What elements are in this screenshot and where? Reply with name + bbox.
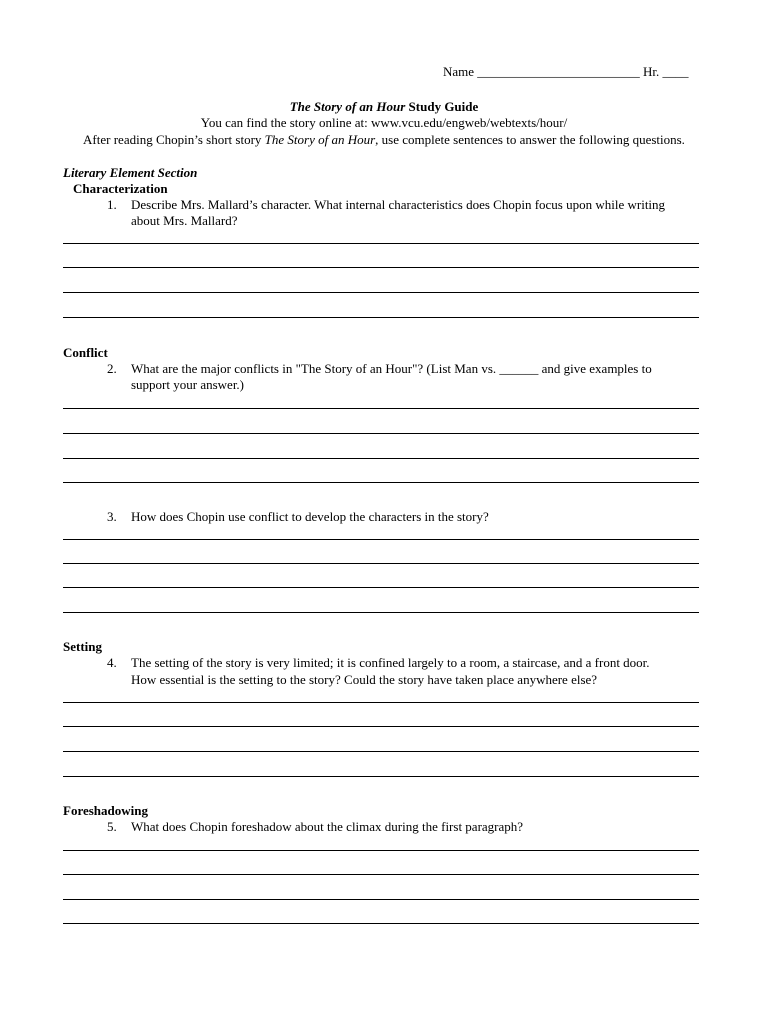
foreshadowing-heading: Foreshadowing — [63, 803, 148, 818]
setting-heading: Setting — [63, 639, 102, 654]
reading-prefix: After reading Chopin’s short story — [83, 132, 265, 147]
name-blank: _________________________ — [477, 64, 640, 79]
hr-blank: ____ — [662, 64, 689, 79]
title-story-name: The Story of an Hour — [289, 99, 406, 114]
question-1-line-1: Describe Mrs. Mallard’s character. What internal characteristics does Chopin focus upon while writing — [131, 197, 666, 212]
answer-line[interactable] — [63, 317, 699, 318]
name-hr-header — [443, 64, 689, 80]
answer-line[interactable] — [63, 612, 699, 613]
question-3-number: 3. — [107, 509, 117, 524]
question-1-line-2: about Mrs. Mallard? — [131, 213, 238, 228]
conflict-heading: Conflict — [63, 345, 108, 360]
name-label: Name — [443, 64, 475, 79]
answer-line[interactable] — [63, 726, 699, 727]
online-line: You can find the story online at: www.vcu.edu/engweb/webtexts/hour/ — [200, 115, 568, 130]
answer-line[interactable] — [63, 923, 699, 924]
reading-title: The Story of an Hour — [264, 132, 376, 147]
characterization-heading: Characterization — [73, 181, 168, 196]
answer-line[interactable] — [63, 243, 699, 244]
question-4-line-1: The setting of the story is very limited; it is confined largely to a room, a staircase, and a front door. — [131, 655, 650, 670]
answer-line[interactable] — [63, 587, 699, 588]
answer-line[interactable] — [63, 850, 699, 851]
answer-line[interactable] — [63, 482, 699, 483]
answer-line[interactable] — [63, 776, 699, 777]
answer-line[interactable] — [63, 292, 699, 293]
hr-label: Hr. — [643, 64, 660, 79]
answer-line[interactable] — [63, 874, 699, 875]
question-5-number: 5. — [107, 819, 117, 834]
answer-line[interactable] — [63, 899, 699, 900]
question-3-line-1: How does Chopin use conflict to develop the characters in the story? — [131, 509, 489, 524]
reading-suffix: , use complete sentences to answer the following questions. — [375, 132, 685, 147]
answer-line[interactable] — [63, 563, 699, 564]
question-5-line-1: What does Chopin foreshadow about the climax during the first paragraph? — [131, 819, 524, 834]
answer-line[interactable] — [63, 751, 699, 752]
page-title — [0, 99, 768, 115]
answer-line[interactable] — [63, 539, 699, 540]
title-suffix: Study Guide — [405, 99, 479, 114]
question-2-line-1: What are the major conflicts in "The Story of an Hour"? (List Man vs. ______ and give examples to — [131, 361, 652, 376]
answer-line[interactable] — [63, 433, 699, 434]
question-2-line-2: support your answer.) — [131, 377, 245, 392]
reading-instructions — [0, 132, 768, 148]
section-title: Literary Element Section — [63, 165, 198, 180]
question-1-number: 1. — [107, 197, 117, 212]
question-4-number: 4. — [107, 655, 117, 670]
question-4-line-2: How essential is the setting to the story? Could the story have taken place anywhere else? — [131, 672, 598, 687]
answer-line[interactable] — [63, 702, 699, 703]
answer-line[interactable] — [63, 267, 699, 268]
answer-line[interactable] — [63, 408, 699, 409]
answer-line[interactable] — [63, 458, 699, 459]
question-2-number: 2. — [107, 361, 117, 376]
